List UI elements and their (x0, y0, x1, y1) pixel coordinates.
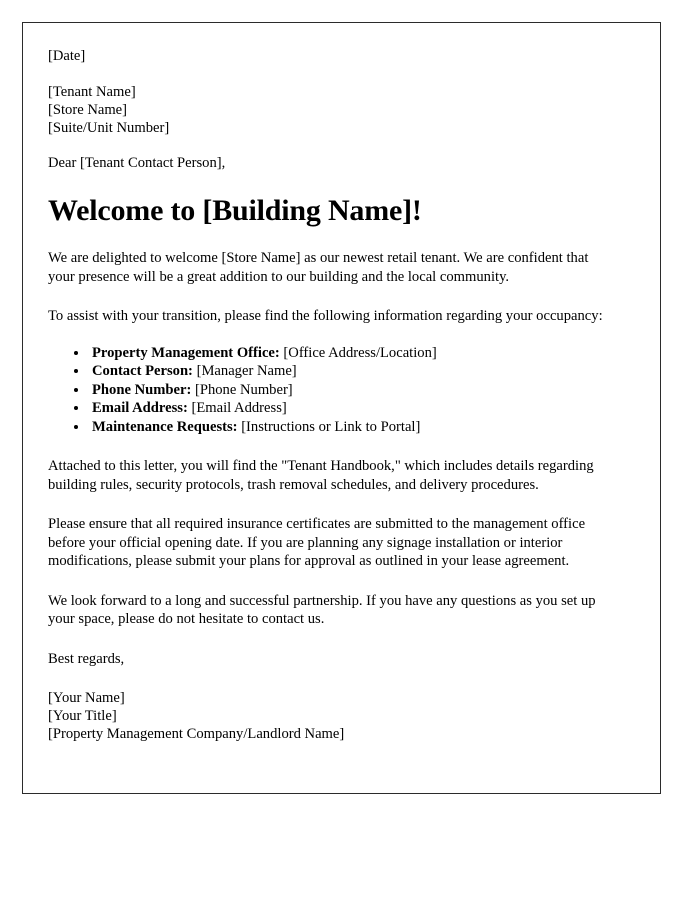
spacer-after-date (48, 65, 636, 83)
list-item-label: Contact Person: (92, 363, 193, 379)
list-item (89, 399, 636, 418)
recipient-address-block (48, 83, 636, 137)
list-item-label: Maintenance Requests: (92, 418, 238, 435)
signature-line-name: [Your Name] (48, 689, 125, 706)
list-item-label: Phone Number: (92, 381, 192, 398)
spacer-after-address (48, 137, 636, 154)
letter-page-frame (22, 22, 661, 794)
signature-block (48, 689, 636, 743)
paragraph-transition: To assist with your transition, please find the following information regarding your occupancy: (48, 308, 603, 324)
letter-heading: Welcome to [Building Name]! (48, 194, 422, 227)
salutation-line: Dear [Tenant Contact Person], (48, 155, 226, 171)
list-item (89, 418, 636, 437)
list-item-value: [Office Address/Location] (283, 344, 437, 361)
occupancy-info-list (48, 344, 636, 437)
list-item-label: Property Management Office: (92, 344, 280, 361)
list-item-value: [Instructions or Link to Portal] (241, 418, 421, 435)
list-item (89, 344, 636, 363)
closing-salutation: Best regards, (48, 650, 125, 667)
list-item (89, 381, 636, 400)
list-item-value: [Manager Name] (196, 363, 297, 379)
list-item (89, 362, 636, 381)
signature-line-company: [Property Management Company/Landlord Name] (48, 725, 345, 742)
paragraph-handbook: Attached to this letter, you will find the "Tenant Handbook," which includes details regarding building rules, security protocols, trash removal schedules, and delivery procedures. (48, 458, 594, 493)
list-item-label: Email Address: (92, 400, 188, 416)
letter-body (23, 23, 660, 743)
address-line-tenant-name: [Tenant Name] (48, 84, 136, 100)
signature-line-title: [Your Title] (48, 707, 117, 724)
paragraph-intro: We are delighted to welcome [Store Name] as our newest retail tenant. We are confident that your presence will be a great addition to our building and the local community. (48, 250, 589, 285)
address-line-store-name: [Store Name] (48, 102, 128, 118)
list-item-value: [Phone Number] (194, 381, 293, 398)
date-field: [Date] (48, 48, 86, 64)
address-line-suite-number: [Suite/Unit Number] (48, 120, 170, 136)
list-item-value: [Email Address] (191, 400, 287, 416)
paragraph-insurance: Please ensure that all required insurance certificates are submitted to the management office before your official opening date. If you are planning any signage installation or interior modifications, please submit your plans for approval as outlined in your lease agreement. (48, 516, 586, 569)
paragraph-closing-remarks: We look forward to a long and successful partnership. If you have any questions as you set up your space, please do not hesitate to contact us. (48, 592, 596, 627)
